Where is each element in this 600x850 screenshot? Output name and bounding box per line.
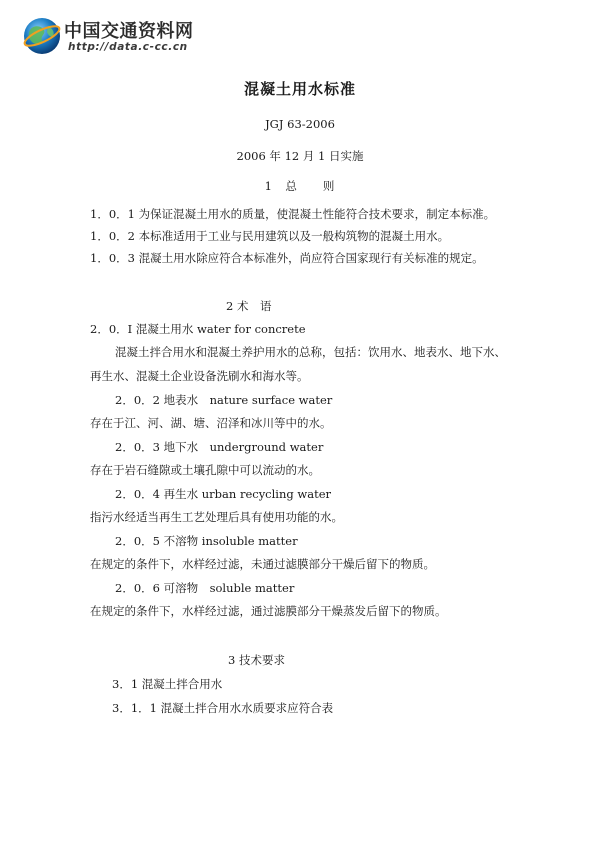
clause-1-0-3: 1．0．3 混凝土用水除应符合本标准外，尚应符合国家现行有关标准的规定。 (90, 251, 484, 265)
term-line: 2．0．4 再生水 urban recycling water (115, 487, 332, 501)
term-line: 再生水、混凝土企业设备洗刷水和海水等。 (90, 369, 309, 383)
site-name: 中国交通资料网 (64, 21, 194, 42)
term-line: 2．0．6 可溶物 soluble matter (115, 581, 295, 595)
term-line: 2．0．I 混凝土用水 water for concrete (90, 322, 306, 336)
site-url[interactable]: http://data.c-cc.cn (68, 41, 188, 53)
requirement-line: 3．1．1 混凝土拌合用水水质要求应符合表 (112, 701, 334, 715)
term-line: 在规定的条件下，水样经过滤，未通过滤膜部分干燥后留下的物质。 (90, 557, 435, 571)
section-heading-general: 1 总 则 (264, 179, 336, 193)
term-line: 2．0．2 地表水 nature surface water (115, 393, 333, 407)
clause-1-0-2: 1．0．2 本标准适用于工业与民用建筑以及一般构筑物的混凝土用水。 (90, 229, 450, 243)
term-line: 存在于岩石缝隙或土壤孔隙中可以流动的水。 (90, 463, 320, 477)
requirement-line: 3．1 混凝土拌合用水 (112, 677, 223, 691)
term-line: 在规定的条件下，水样经过滤，通过滤膜部分干燥蒸发后留下的物质。 (90, 604, 447, 618)
term-line: 2．0．5 不溶物 insoluble matter (115, 534, 298, 548)
clause-1-0-1: 1．0．1 为保证混凝土用水的质量，使混凝土性能符合技术要求，制定本标准。 (90, 207, 496, 221)
section-heading-technical: 3 技术要求 (228, 653, 285, 667)
standard-code: JGJ 63-2006 (265, 117, 335, 131)
term-line: 存在于江、河、湖、塘、沼泽和冰川等中的水。 (90, 416, 332, 430)
effective-date: 2006 年 12 月 1 日实施 (236, 149, 364, 163)
term-line: 指污水经适当再生工艺处理后具有使用功能的水。 (90, 510, 343, 524)
site-logo (22, 14, 222, 60)
globe-icon (22, 16, 62, 56)
term-line: 混凝土拌合用水和混凝土养护用水的总称，包括：饮用水、地表水、地下水、 (115, 345, 506, 359)
document-title: 混凝土用水标准 (243, 80, 356, 98)
term-line: 2．0．3 地下水 underground water (115, 440, 324, 454)
section-heading-terms: 2 术 语 (226, 299, 272, 313)
